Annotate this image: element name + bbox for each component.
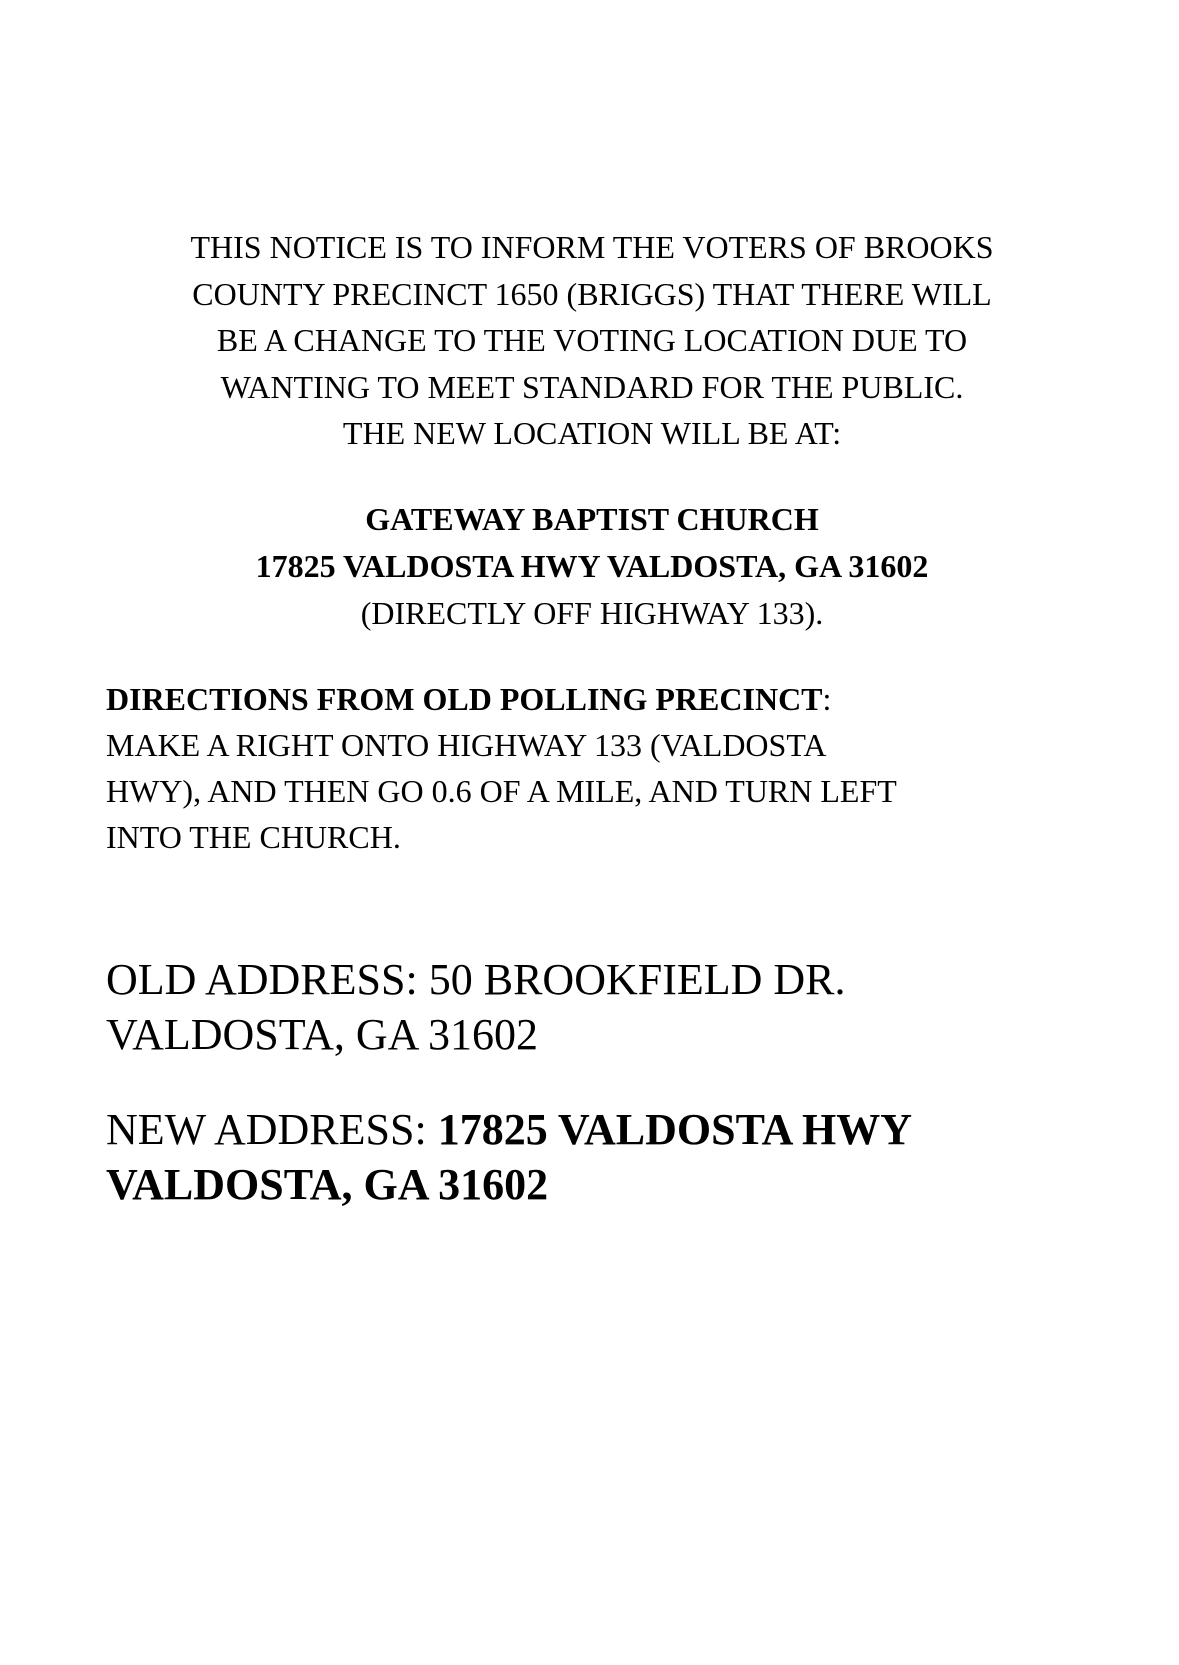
directions-line: MAKE A RIGHT ONTO HIGHWAY 133 (VALDOSTA [106, 727, 827, 763]
new-address-street: 17825 VALDOSTA HWY [437, 1105, 913, 1154]
notice-line: WANTING TO MEET STANDARD FOR THE PUBLIC. [220, 368, 964, 405]
notice-line: THE NEW LOCATION WILL BE AT: [342, 415, 842, 451]
directions-line: HWY), AND THEN GO 0.6 OF A MILE, AND TURN LEFT [106, 773, 897, 809]
location-note: (DIRECTLY OFF HIGHWAY 133). [360, 595, 824, 631]
church-address: 17825 VALDOSTA HWY VALDOSTA, GA 31602 [255, 548, 929, 584]
directions-block [106, 676, 1078, 860]
old-address-block [106, 952, 1078, 1062]
old-address-city: VALDOSTA, GA 31602 [106, 1010, 539, 1059]
notice-paragraph [106, 224, 1078, 457]
new-address-label: NEW ADDRESS: [106, 1105, 438, 1154]
church-name: GATEWAY BAPTIST CHURCH [365, 501, 819, 537]
old-address-street: 50 BROOKFIELD DR. [428, 955, 846, 1004]
new-location-block [106, 496, 1078, 637]
directions-heading-line [106, 676, 1078, 722]
new-address-city: VALDOSTA, GA 31602 [106, 1160, 549, 1209]
notice-line: THIS NOTICE IS TO INFORM THE VOTERS OF BROOKS [190, 229, 994, 265]
directions-colon: : [822, 681, 832, 717]
old-address-line [106, 952, 1078, 1007]
new-address-block [106, 1102, 1078, 1212]
notice-line: COUNTY PRECINCT 1650 (BRIGGS) THAT THERE WILL [192, 275, 992, 312]
new-address-line [106, 1102, 1078, 1157]
old-address-label: OLD ADDRESS: [106, 955, 429, 1004]
directions-heading: DIRECTIONS FROM OLD POLLING PRECINCT [106, 681, 823, 717]
notice-line: BE A CHANGE TO THE VOTING LOCATION DUE TO [216, 322, 968, 358]
directions-line: INTO THE CHURCH. [106, 819, 401, 855]
